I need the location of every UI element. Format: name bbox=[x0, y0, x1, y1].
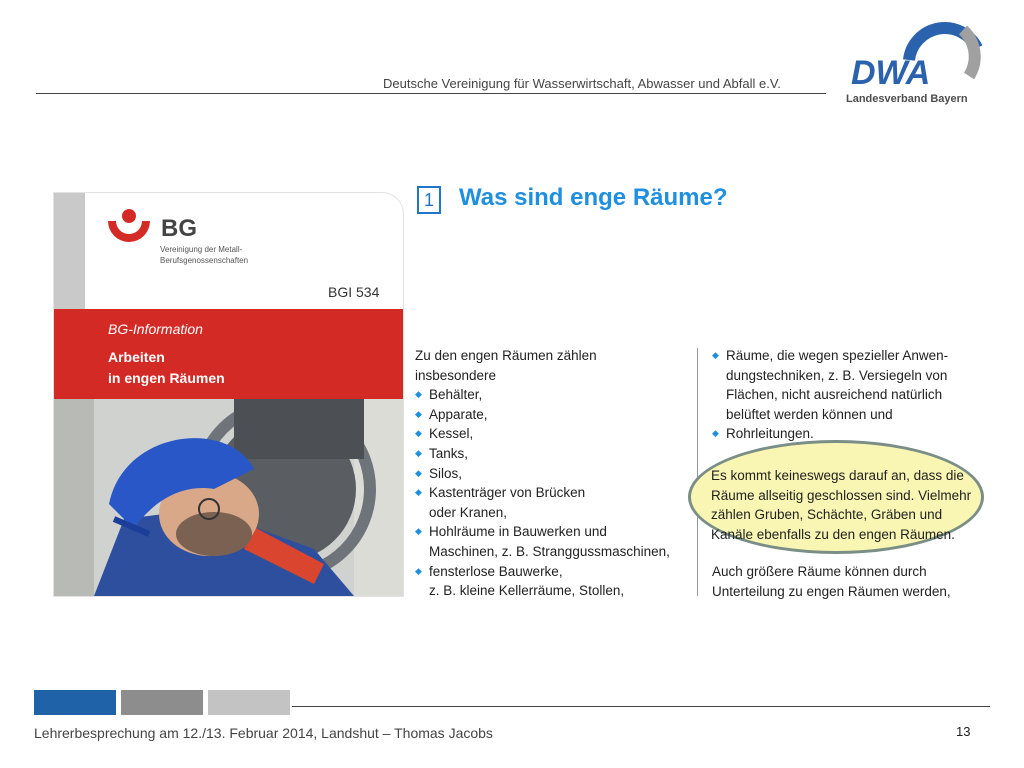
page-number: 13 bbox=[956, 724, 971, 739]
cover-grey-strip bbox=[54, 193, 85, 309]
logo-arc-grey bbox=[963, 30, 975, 76]
cover-title bbox=[108, 347, 308, 389]
cover-title-band bbox=[54, 309, 403, 399]
highlight-line: zählen Gruben, Schächte, Gräben und bbox=[711, 507, 943, 523]
list-item: ◆ Silos, bbox=[415, 464, 695, 484]
closing-paragraph bbox=[712, 562, 977, 601]
footer-bar-blue bbox=[34, 690, 116, 715]
highlighted-paragraph bbox=[711, 466, 976, 544]
list-item-continuation: dungstechniken, z. B. Versiegeln von bbox=[726, 367, 948, 383]
list-item: ◆ Apparate, bbox=[415, 405, 695, 425]
intro-line2: insbesondere bbox=[415, 367, 497, 383]
list-item: ◆ Kessel, bbox=[415, 424, 695, 444]
footer-bar-grey bbox=[121, 690, 203, 715]
closing-line: Auch größere Räume können durch bbox=[712, 564, 927, 579]
cover-title-line1: Arbeiten bbox=[108, 349, 165, 365]
footer-bar-light-grey bbox=[208, 690, 290, 715]
list-item: ◆ Räume, die wegen spezieller Anwen- bbox=[712, 346, 977, 366]
brochure-cover bbox=[53, 192, 404, 597]
intro-line1: Zu den engen Räumen zählen bbox=[415, 348, 597, 363]
section-number: 1 bbox=[417, 186, 441, 214]
organization-name: Deutsche Vereinigung für Wasserwirtschaft, Abwasser und Abfall e.V. bbox=[383, 76, 781, 91]
list-item-continuation: oder Kranen, bbox=[429, 504, 508, 520]
column-right bbox=[712, 346, 977, 444]
header-divider bbox=[36, 93, 826, 94]
closing-line: Unterteilung zu engen Räumen werden, bbox=[712, 583, 951, 599]
logo-subtitle: Landesverband Bayern bbox=[846, 93, 968, 105]
list-item: ◆ Rohrleitungen. bbox=[712, 424, 977, 444]
bg-logo-text: BG bbox=[161, 215, 197, 242]
column-divider bbox=[697, 348, 698, 596]
column-left bbox=[415, 346, 695, 601]
highlight-line: Räume allseitig geschlossen sind. Vielmehr bbox=[711, 487, 972, 503]
list-item-continuation: z. B. kleine Kellerräume, Stollen, bbox=[429, 583, 625, 599]
bg-organization: Vereinigung der Metall-Berufsgenossenschaften bbox=[160, 245, 249, 265]
list-item: ◆ Tanks, bbox=[415, 444, 695, 464]
list-item: ◆ Hohlräume in Bauwerken und bbox=[415, 522, 695, 542]
logo-text: DWA bbox=[851, 54, 931, 92]
list-item: ◆ Behälter, bbox=[415, 385, 695, 405]
highlight-line: Es kommt keineswegs darauf an, dass die bbox=[711, 468, 964, 483]
footer-divider bbox=[292, 706, 990, 707]
cover-title-line2: in engen Räumen bbox=[108, 370, 225, 386]
list-item-continuation: Flächen, nicht ausreichend natürlich bbox=[726, 387, 943, 403]
list-item: ◆ fensterlose Bauwerke, bbox=[415, 562, 695, 582]
worker-photo bbox=[54, 399, 403, 596]
list-item: ◆ Kastenträger von Brücken bbox=[415, 483, 695, 503]
footer-text: Lehrerbesprechung am 12./13. Februar 2014, Landshut – Thomas Jacobs bbox=[34, 725, 493, 741]
list-item-continuation: belüftet werden können und bbox=[726, 406, 893, 422]
list-item-continuation: Maschinen, z. B. Stranggussmaschinen, bbox=[429, 543, 670, 559]
section-title: Was sind enge Räume? bbox=[459, 184, 728, 211]
document-code: BGI 534 bbox=[328, 284, 380, 300]
bg-logo-icon bbox=[106, 207, 152, 245]
info-label: BG-Information bbox=[108, 321, 203, 337]
highlight-line: Kanäle ebenfalls zu den engen Räumen. bbox=[711, 526, 955, 542]
